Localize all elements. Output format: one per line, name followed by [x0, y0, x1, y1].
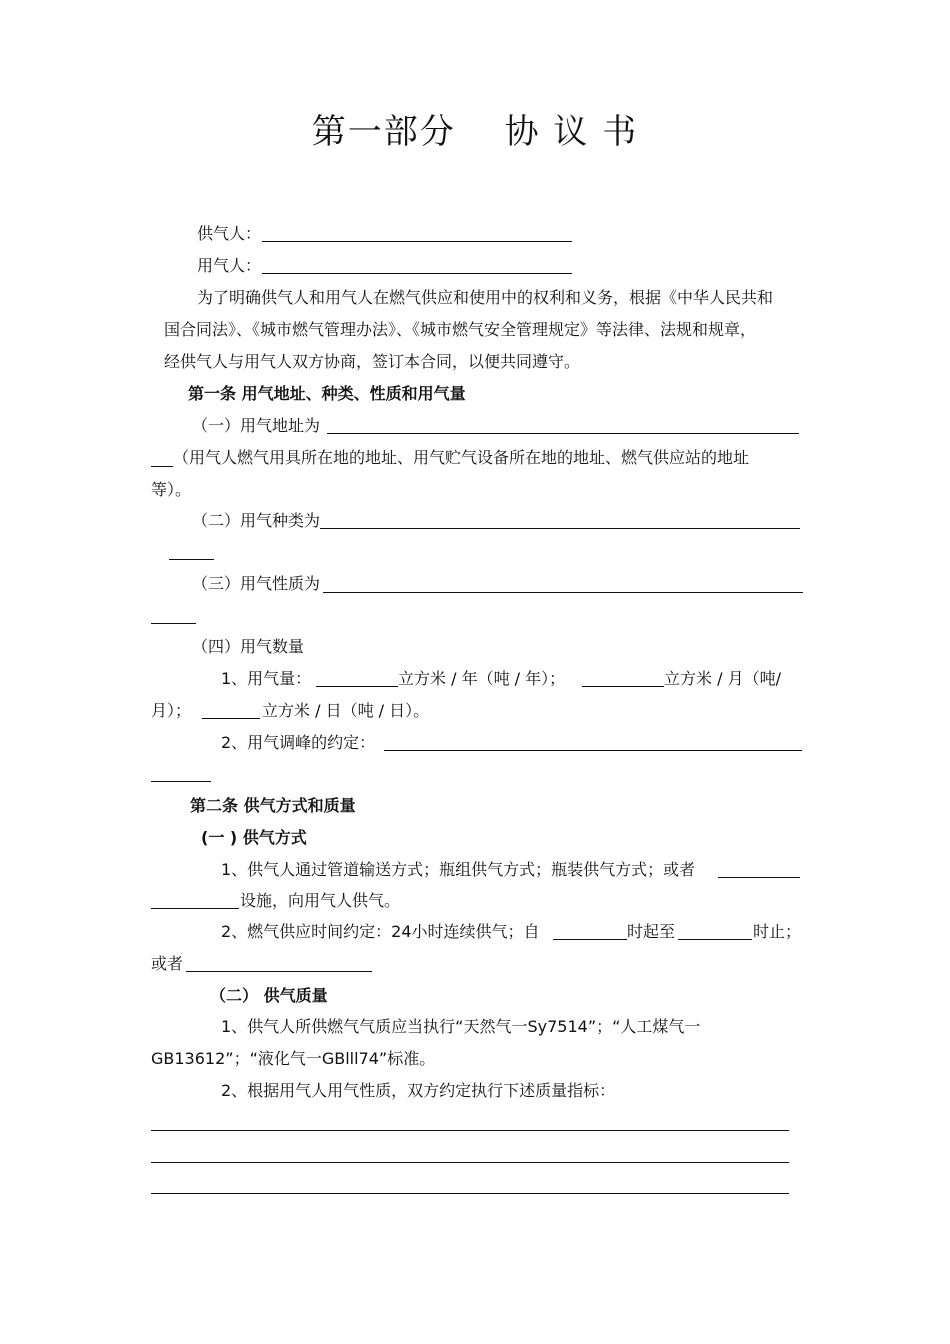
- supply-mode-1: 1、供气人通过管道输送方式；瓶组供气方式；瓶装供气方式；或者: [221, 860, 696, 879]
- article-2-heading: 第二条 供气方式和质量: [190, 796, 356, 815]
- quantity-1-yearly-unit: 立方米 / 年（吨 / 年）；: [398, 669, 566, 688]
- end-hour-blank: [678, 939, 752, 940]
- quality-blank-1: [151, 1130, 789, 1131]
- user-blank: [262, 273, 572, 274]
- gas-type-blank: [320, 528, 800, 529]
- address-blank-cont: [151, 466, 173, 467]
- mode-other-blank-cont: [151, 908, 239, 909]
- supply-mode-heading: (一 ) 供气方式: [201, 828, 307, 847]
- peak-label: 2、用气调峰的约定：: [221, 733, 376, 752]
- peak-blank: [384, 750, 802, 751]
- quantity-1-monthly-unit: 立方米 / 月（吨/: [664, 669, 781, 688]
- address-label: （一）用气地址为: [192, 416, 321, 435]
- gas-nature-label: （三）用气性质为: [192, 574, 321, 593]
- supply-quality-heading: （二） 供气质量: [210, 986, 328, 1005]
- supplier-label: 供气人：: [197, 224, 262, 243]
- quality-1-line-2: GB13612”；“液化气一GBlll74”标准。: [151, 1049, 436, 1068]
- supply-time-to: 时起至: [627, 922, 676, 941]
- address-blank: [327, 433, 799, 434]
- daily-blank: [202, 718, 260, 719]
- supply-time-end: 时止；: [753, 922, 802, 941]
- quantity-1-monthly-end: 月）；: [151, 701, 192, 720]
- peak-blank-cont: [151, 781, 211, 782]
- gas-quantity-label: （四）用气数量: [192, 637, 305, 656]
- quality-1-line-1: 1、供气人所供燃气气质应当执行“天然气一Sy7514”；“人工煤气一: [221, 1017, 701, 1036]
- quality-2-label: 2、根据用气人用气性质，双方约定执行下述质量指标：: [221, 1081, 616, 1100]
- preamble-line-2: 国合同法》、《城市燃气管理办法》、《城市燃气安全管理规定》等法律、法规和规章，: [164, 320, 757, 339]
- quality-blank-3: [151, 1193, 789, 1194]
- supply-time-label: 2、燃气供应时间约定：24小时连续供气；自: [221, 922, 540, 941]
- page-title: 第一部分 协 议 书: [311, 112, 639, 152]
- gas-type-blank-cont: [169, 559, 214, 560]
- address-note-1: （用气人燃气用具所在地的地址、用气贮气设备所在地的地址、燃气供应站的地址: [173, 448, 750, 467]
- supplier-blank: [262, 241, 572, 242]
- monthly-blank: [582, 686, 664, 687]
- mode-other-blank: [718, 877, 800, 878]
- gas-type-label: （二）用气种类为: [192, 511, 321, 530]
- gas-nature-blank-cont: [151, 623, 196, 624]
- quantity-1-label: 1、用气量：: [221, 669, 312, 688]
- quality-blank-2: [151, 1162, 789, 1163]
- preamble-line-3: 经供气人与用气人双方协商，签订本合同，以便共同遵守。: [164, 352, 581, 371]
- preamble-line-1: 为了明确供气人和用气人在燃气供应和使用中的权利和义务，根据《中华人民共和: [197, 288, 774, 307]
- address-note-2: 等）。: [151, 480, 192, 499]
- start-hour-blank: [553, 939, 627, 940]
- supply-time-other-blank: [186, 971, 372, 972]
- quantity-1-daily-unit: 立方米 / 日（吨 / 日）。: [262, 701, 430, 720]
- supply-time-or: 或者: [151, 954, 184, 973]
- user-label: 用气人：: [197, 256, 262, 275]
- supply-mode-1-end: 设施，向用气人供气。: [240, 891, 401, 910]
- article-1-heading: 第一条 用气地址、种类、性质和用气量: [188, 384, 466, 403]
- gas-nature-blank: [323, 592, 803, 593]
- yearly-blank: [316, 686, 398, 687]
